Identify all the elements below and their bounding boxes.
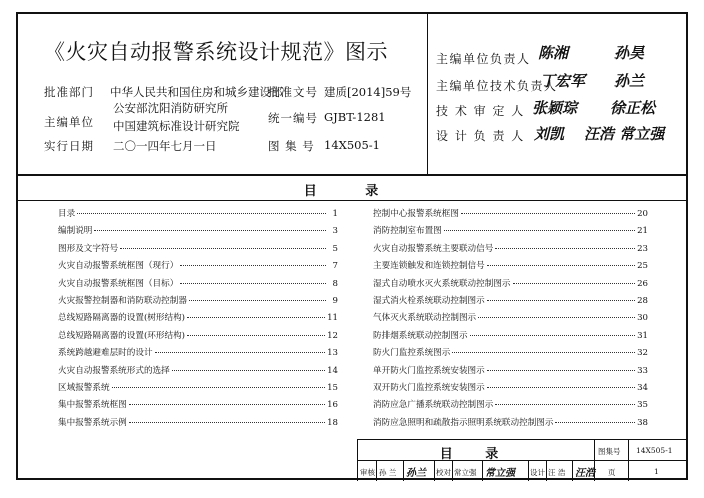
signature-3b: 徐正松: [610, 99, 656, 117]
toc-entry-page: 11: [327, 313, 338, 324]
title-block-divider: [482, 460, 483, 481]
toc-entry[interactable]: [58, 311, 338, 328]
toc-entry-page: 14: [327, 365, 338, 376]
toc-entry[interactable]: [373, 311, 648, 328]
impl-date-label: 实行日期: [44, 139, 94, 153]
editor-unit-label: 主编单位: [44, 115, 94, 129]
approve-doc-value: 建质[2014]59号: [324, 85, 412, 99]
toc-entry-page: 15: [327, 382, 338, 393]
toc-entry-title: 集中报警系统框图: [58, 400, 127, 411]
toc-entry[interactable]: [373, 398, 648, 415]
toc-entry[interactable]: [58, 329, 338, 346]
review-signature: 孙兰: [406, 468, 426, 479]
toc-entry-title: 火灾自动报警系统框图（现行）: [58, 261, 179, 272]
toc-entry-title: 湿式消火栓系统联动控制图示: [373, 295, 485, 306]
design-label: 设计: [530, 468, 545, 477]
toc-entry-page: 7: [332, 261, 338, 272]
toc-leader-dots: [513, 283, 636, 284]
title-block-title: 目 录: [439, 447, 513, 462]
toc-entry[interactable]: [373, 416, 648, 433]
toc-entry-page: 30: [637, 313, 648, 324]
toc-leader-dots: [180, 283, 326, 284]
toc-leader-dots: [555, 422, 635, 423]
toc-entry-page: 34: [637, 382, 648, 393]
responsible-label-4: 设 计 负 责 人: [436, 129, 525, 143]
toc-entry-title: 消防控制室布置图: [373, 226, 442, 237]
toc-entry-title: 消防应急广播系统联动控制图示: [373, 400, 494, 411]
title-block-divider: [403, 460, 404, 481]
toc-entry-title: 总线短路隔离器的设置(树形结构): [58, 313, 186, 324]
page-label: 页: [608, 468, 616, 477]
review-label: 审核: [360, 468, 375, 477]
design-signature: 汪浩: [575, 468, 595, 479]
toc-leader-dots: [180, 265, 326, 266]
toc-entry-title: 集中报警系统示例: [58, 417, 127, 428]
toc-entry-title: 系统跨越避难层时的设计: [58, 348, 153, 359]
atlas-label: 图集号: [598, 447, 621, 456]
title-block-divider: [572, 460, 573, 481]
check-name: 常立强: [454, 468, 477, 477]
toc-entry-title: 防排烟系统联动控制图示: [373, 330, 468, 341]
responsible-label-3: 技 术 审 定 人: [436, 104, 525, 118]
page-value: 1: [654, 467, 659, 476]
check-signature: 常立强: [485, 468, 515, 479]
document-title: 《火灾自动报警系统设计规范》图示: [44, 40, 388, 64]
responsible-label-1: 主编单位负责人: [436, 52, 531, 66]
toc-entry-page: 33: [637, 365, 648, 376]
toc-entry-page: 26: [637, 278, 648, 289]
editor-unit-value-2: 中国建筑标准设计研究院: [113, 119, 240, 133]
toc-leader-dots: [487, 265, 635, 266]
toc-entry-page: 31: [637, 330, 648, 341]
toc-entry-page: 16: [327, 400, 338, 411]
toc-entry-title: 区域报警系统: [58, 382, 110, 393]
review-name: 孙 兰: [379, 468, 397, 477]
atlas-no-label: 图 集 号: [268, 139, 315, 153]
toc-entry[interactable]: [58, 346, 338, 363]
toc-entry-title: 防火门监控系统图示: [373, 348, 451, 359]
toc-entry-title: 火灾自动报警系统形式的选择: [58, 365, 170, 376]
design-name: 汪 浩: [548, 468, 566, 477]
toc-leader-dots: [487, 370, 635, 371]
toc-entry[interactable]: [58, 277, 338, 294]
toc-leader-dots: [189, 300, 326, 301]
toc-entry-title: 火灾自动报警系统主要联动信号: [373, 243, 494, 254]
toc-leader-dots: [77, 213, 326, 214]
toc-leader-dots: [129, 404, 325, 405]
drawing-frame: [16, 12, 688, 480]
toc-leader-dots: [487, 387, 635, 388]
toc-entry-page: 9: [332, 295, 338, 306]
toc-entry-title: 火灾自动报警系统框图（目标）: [58, 278, 179, 289]
toc-leader-dots: [495, 404, 635, 405]
toc-entry-page: 8: [332, 278, 338, 289]
toc-entry-page: 1: [332, 209, 338, 219]
title-block-divider: [376, 460, 377, 481]
toc-entry-title: 双开防火门监控系统安装图示: [373, 382, 485, 393]
signature-4b: 汪浩 常立强: [584, 125, 665, 143]
toc-entry[interactable]: [373, 381, 648, 398]
toc-leader-dots: [495, 248, 635, 249]
toc-left-column: [58, 207, 338, 433]
toc-entry-title: 主要连锁触发和连锁控制信号: [373, 261, 485, 272]
toc-entry-page: 3: [332, 226, 338, 237]
toc-entry-page: 13: [327, 348, 338, 359]
signature-2a: 丁宏军: [540, 72, 586, 90]
toc-entry[interactable]: [58, 416, 338, 433]
toc-leader-dots: [478, 317, 635, 318]
signature-3a: 张颖琮: [532, 99, 578, 117]
approve-dept-label: 批准部门: [44, 85, 94, 99]
toc-entry-title: 气体灭火系统联动控制图示: [373, 313, 477, 324]
toc-entry-page: 38: [637, 417, 648, 428]
toc-leader-dots: [94, 230, 326, 231]
toc-leader-dots: [129, 422, 325, 423]
impl-date-value: 二〇一四年七月一日: [113, 139, 217, 153]
toc-entry-page: 35: [637, 400, 648, 411]
toc-entry-title: 单开防火门监控系统安装图示: [373, 365, 485, 376]
header-divider: [427, 14, 428, 174]
toc-entry-title: 图形及文字符号: [58, 243, 119, 254]
toc-entry[interactable]: [373, 346, 648, 363]
title-block-rule: [358, 460, 687, 461]
toc-entry-page: 23: [637, 243, 648, 254]
toc-leader-dots: [155, 352, 326, 353]
signature-1a: 陈湘: [538, 44, 569, 62]
toc-leader-dots: [452, 352, 635, 353]
toc-entry-page: 21: [637, 226, 648, 237]
toc-entry[interactable]: [373, 242, 648, 259]
editor-unit-value-1: 公安部沈阳消防研究所: [113, 101, 228, 115]
toc-leader-dots: [487, 300, 635, 301]
toc-entry-page: 25: [637, 261, 648, 272]
approve-doc-label: 批准文号: [268, 85, 318, 99]
toc-entry[interactable]: [58, 364, 338, 381]
title-block-divider: [452, 460, 453, 481]
approve-dept-value: 中华人民共和国住房和城乡建设部: [110, 85, 283, 99]
toc-entry[interactable]: [58, 381, 338, 398]
unified-no-value: GJBT-1281: [324, 110, 386, 124]
toc-leader-dots: [172, 370, 325, 371]
signature-4a: 刘凯: [534, 125, 565, 143]
toc-leader-dots: [461, 213, 635, 214]
title-block: [357, 439, 687, 481]
toc-entry[interactable]: [373, 224, 648, 241]
toc-entry[interactable]: [373, 364, 648, 381]
toc-entry-page: 32: [637, 348, 648, 359]
toc-entry-page: 20: [637, 209, 648, 219]
toc-leader-dots: [444, 230, 635, 231]
toc-entry[interactable]: [58, 242, 338, 259]
header-block: [18, 14, 686, 176]
toc-entry-title: 火灾报警控制器和消防联动控制器: [58, 295, 187, 306]
toc-entry[interactable]: [58, 259, 338, 276]
title-block-divider: [546, 460, 547, 481]
toc-leader-dots: [187, 335, 325, 336]
toc-entry-page: 5: [332, 243, 338, 254]
toc-title-rule: [18, 200, 686, 201]
toc-title: 目 录: [303, 184, 401, 199]
title-block-divider: [528, 460, 529, 481]
toc-entry-page: 28: [637, 295, 648, 306]
toc-entry[interactable]: [373, 259, 648, 276]
toc-entry[interactable]: [58, 294, 338, 311]
toc-leader-dots: [187, 317, 325, 318]
toc-entry-title: 湿式自动喷水灭火系统联动控制图示: [373, 278, 511, 289]
toc-right-column: [373, 207, 648, 433]
toc-entry-title: 消防应急照明和疏散指示照明系统联动控制图示: [373, 417, 554, 428]
toc-entry[interactable]: [373, 294, 648, 311]
toc-entry-page: 12: [327, 330, 338, 341]
signature-2b: 孙兰: [614, 72, 645, 90]
atlas-no-value: 14X505-1: [324, 138, 380, 152]
check-label: 校对: [436, 468, 451, 477]
responsible-label-2: 主编单位技术负责人: [436, 79, 558, 93]
toc-entry[interactable]: [373, 277, 648, 294]
signature-1b: 孙昊: [614, 44, 645, 62]
toc-entry[interactable]: [58, 398, 338, 415]
toc-leader-dots: [120, 248, 326, 249]
toc-entry[interactable]: [373, 329, 648, 346]
toc-entry[interactable]: [373, 207, 648, 224]
toc-entry[interactable]: [58, 207, 338, 224]
title-block-divider: [434, 460, 435, 481]
toc-entry-title: 总线短路隔离器的设置(环形结构): [58, 330, 186, 341]
atlas-value: 14X505-1: [636, 446, 673, 455]
toc-entry-title: 控制中心报警系统框图: [373, 209, 459, 219]
toc-entry-page: 18: [327, 417, 338, 428]
toc-leader-dots: [470, 335, 636, 336]
toc-entry[interactable]: [58, 224, 338, 241]
toc-entry-title: 目录: [58, 209, 76, 219]
unified-no-label: 统一编号: [268, 111, 318, 125]
toc-entry-title: 编制说明: [58, 226, 93, 237]
toc-leader-dots: [112, 387, 325, 388]
